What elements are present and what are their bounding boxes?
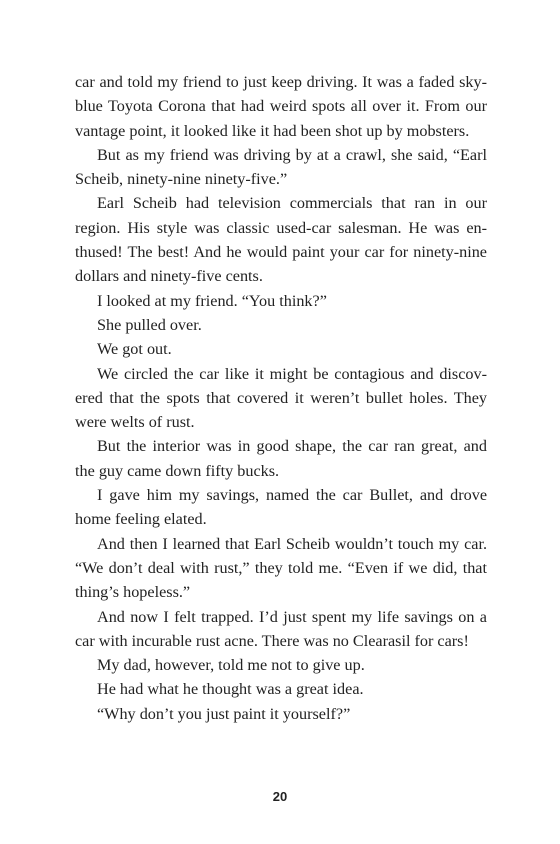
text-line: car and told my friend to just keep driving. It was a faded sky- <box>75 73 487 91</box>
text-line: the guy came down fifty bucks. <box>75 461 280 480</box>
text-line: And then I learned that Earl Scheib wouldn’t touch my car. <box>97 534 487 553</box>
text-line: dollars and ninety-five cents. <box>75 267 263 286</box>
text-line: thing’s hopeless.” <box>75 583 191 602</box>
text-line: I gave him my savings, named the car Bullet, and drove <box>97 486 487 505</box>
text-line: home feeling elated. <box>75 510 207 529</box>
text-line: Earl Scheib had television commercials that ran in our <box>97 194 487 213</box>
text-line: blue Toyota Corona that had weird spots all over it. From our <box>75 97 487 116</box>
body-text <box>75 70 487 726</box>
text-line: “Why don’t you just paint it yourself?” <box>97 704 351 723</box>
text-line: But the interior was in good shape, the car ran great, and <box>97 437 487 456</box>
text-line: “We don’t deal with rust,” they told me. “Even if we did, that <box>75 558 487 577</box>
text-line: vantage point, it looked like it had been shot up by mobsters. <box>75 121 470 140</box>
text-line: Scheib, ninety-nine ninety-five.” <box>75 170 288 189</box>
text-line: We got out. <box>97 340 172 359</box>
text-line: ered that the spots that covered it weren’t bullet holes. They <box>75 388 487 407</box>
text-line: I looked at my friend. “You think?” <box>97 291 327 310</box>
text-line: He had what he thought was a great idea. <box>97 680 364 699</box>
text-line: My dad, however, told me not to give up. <box>97 656 365 675</box>
page-number: 20 <box>272 789 288 804</box>
text-line: thused! The best! And he would paint your car for ninety-nine <box>75 243 487 262</box>
text-line: And now I felt trapped. I’d just spent my life savings on a <box>97 607 487 626</box>
text-line: car with incurable rust acne. There was no Clearasil for cars! <box>75 631 469 650</box>
text-line: were welts of rust. <box>75 413 195 432</box>
text-line: region. His style was classic used-car salesman. He was en- <box>75 218 487 237</box>
text-line: She pulled over. <box>97 315 202 334</box>
text-line: But as my friend was driving by at a crawl, she said, “Earl <box>97 145 487 164</box>
text-line: We circled the car like it might be contagious and discov- <box>97 364 487 383</box>
